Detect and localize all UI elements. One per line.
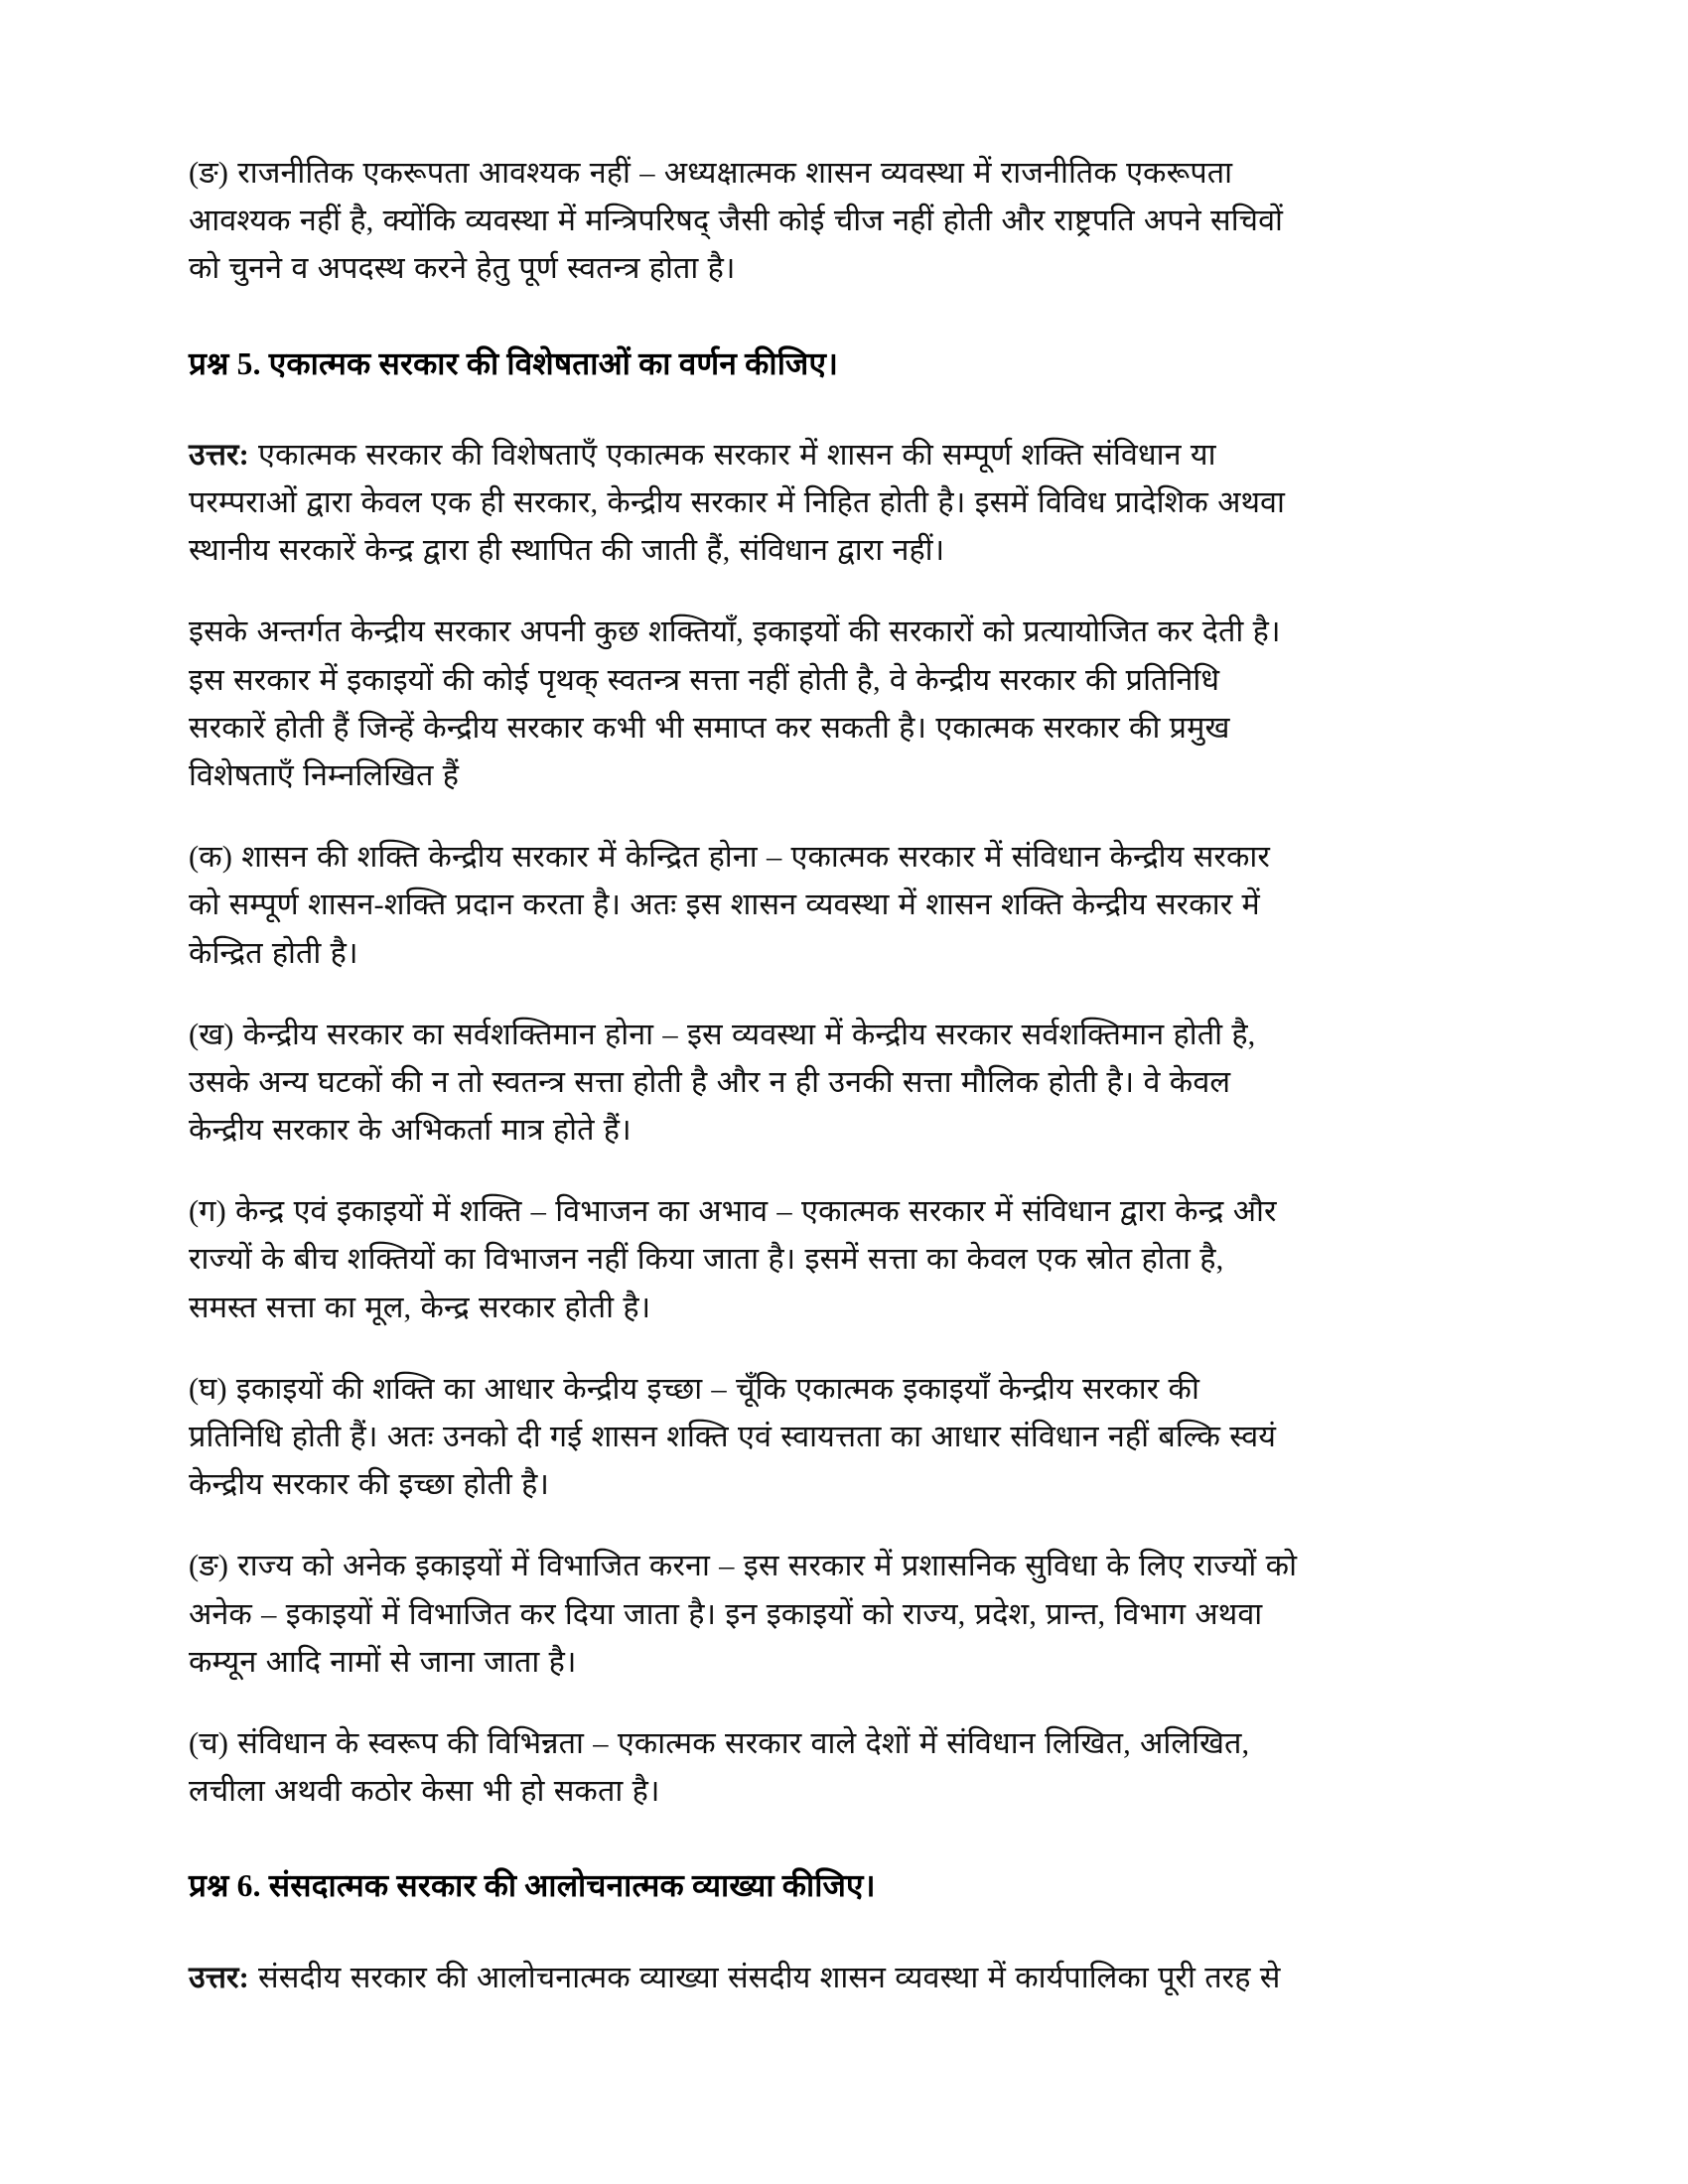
answer-text-6: संसदीय सरकार की आलोचनात्मक व्याख्या संसदीय शासन व्यवस्था में कार्यपालिका पूरी तरह से <box>248 1960 1281 1994</box>
answer-label-5: उत्तर: <box>189 437 249 472</box>
heading-question-6: प्रश्न 6. संसदात्मक सरकार की आलोचनात्मक व्याख्या कीजिए। <box>189 1868 876 1904</box>
paragraph-feature-ka: (क) शासन की शक्ति केन्द्रीय सरकार में केन्द्रित होना – एकात्मक सरकार में संविधान केन्द्रीय सरकार को सम्पूर्ण शासन-शक्ति प्रदान करता है। अतः इस शासन व्यवस्था में शासन शक्ति केन्द्रीय सरकार में केन्द्रित होती है। <box>189 840 1270 970</box>
paragraph-answer-5 <box>189 431 1301 575</box>
paragraph-feature-nga: (ङ) राज्य को अनेक इकाइयों में विभाजित करना – इस सरकार में प्रशासनिक सुविधा के लिए राज्यों को अनेक – इकाइयों में विभाजित कर दिया जाता है। इन इकाइयों को राज्य, प्रदेश, प्रान्त, विभाग अथवा कम्यून आदि नामों से जाना जाता है। <box>189 1549 1298 1679</box>
answer-text-5: एकात्मक सरकार की विशेषताएँ एकात्मक सरकार में शासन की सम्पूर्ण शक्ति संविधान या परम्पराओं द्वारा केवल एक ही सरकार, केन्द्रीय सरकार में निहित होती है। इसमें विविध प्रादेशिक अथवा स्थानीय सरकारें केन्द्र द्वारा ही स्थापित की जाती हैं, संविधान द्वारा नहीं। <box>189 437 1286 568</box>
answer-label-6: उत्तर: <box>189 1960 249 1994</box>
paragraph-answer-6 <box>189 1954 1301 2001</box>
paragraph-feature-cha: (च) संविधान के स्वरूप की विभिन्नता – एकात्मक सरकार वाले देशों में संविधान लिखित, अलिखित, लचीला अथवी कठोर केसा भी हो सकता है। <box>189 1725 1250 1809</box>
paragraph-delegation: इसके अन्तर्गत केन्द्रीय सरकार अपनी कुछ शक्तियाँ, इकाइयों की सरकारों को प्रत्यायोजित कर देती है। इस सरकार में इकाइयों की कोई पृथक् स्वतन्त्र सत्ता नहीं होती है, वे केन्द्रीय सरकार की प्रतिनिधि सरकारें होती हैं जिन्हें केन्द्रीय सरकार कभी भी समाप्त कर सकती है। एकात्मक सरकार की प्रमुख विशेषताएँ निम्नलिखित हैं <box>189 614 1281 792</box>
heading-question-5: प्रश्न 5. एकात्मक सरकार की विशेषताओं का वर्णन कीजिए। <box>189 345 839 381</box>
paragraph-feature-ga: (ग) केन्द्र एवं इकाइयों में शक्ति – विभाजन का अभाव – एकात्मक सरकार में संविधान द्वारा केन्द्र और राज्यों के बीच शक्तियों का विभाजन नहीं किया जाता है। इसमें सत्ता का केवल एक स्रोत होता है, समस्त सत्ता का मूल, केन्द्र सरकार होती है। <box>189 1194 1277 1324</box>
page-content <box>189 149 1301 2001</box>
paragraph-feature-gha: (घ) इकाइयों की शक्ति का आधार केन्द्रीय इच्छा – चूँकि एकात्मक इकाइयाँ केन्द्रीय सरकार की प्रतिनिधि होती हैं। अतः उनको दी गई शासन शक्ति एवं स्वायत्तता का आधार संविधान नहीं बल्कि स्वयं केन्द्रीय सरकार की इच्छा होती है। <box>189 1371 1277 1502</box>
paragraph-nga-presidential: (ङ) राजनीतिक एकरूपता आवश्यक नहीं – अध्यक्षात्मक शासन व्यवस्था में राजनीतिक एकरूपता आवश्यक नहीं है, क्योंकि व्यवस्था में मन्त्रिपरिषद् जैसी कोई चीज नहीं होती और राष्ट्रपति अपने सचिवों को चुनने व अपदस्थ करने हेतु पूर्ण स्वतन्त्र होता है। <box>189 156 1284 286</box>
paragraph-feature-kha: (ख) केन्द्रीय सरकार का सर्वशक्तिमान होना – इस व्यवस्था में केन्द्रीय सरकार सर्वशक्तिमान होती है, उसके अन्य घटकों की न तो स्वतन्त्र सत्ता होती है और न ही उनकी सत्ता मौलिक होती है। वे केवल केन्द्रीय सरकार के अभिकर्ता मात्र होते हैं। <box>189 1017 1256 1148</box>
